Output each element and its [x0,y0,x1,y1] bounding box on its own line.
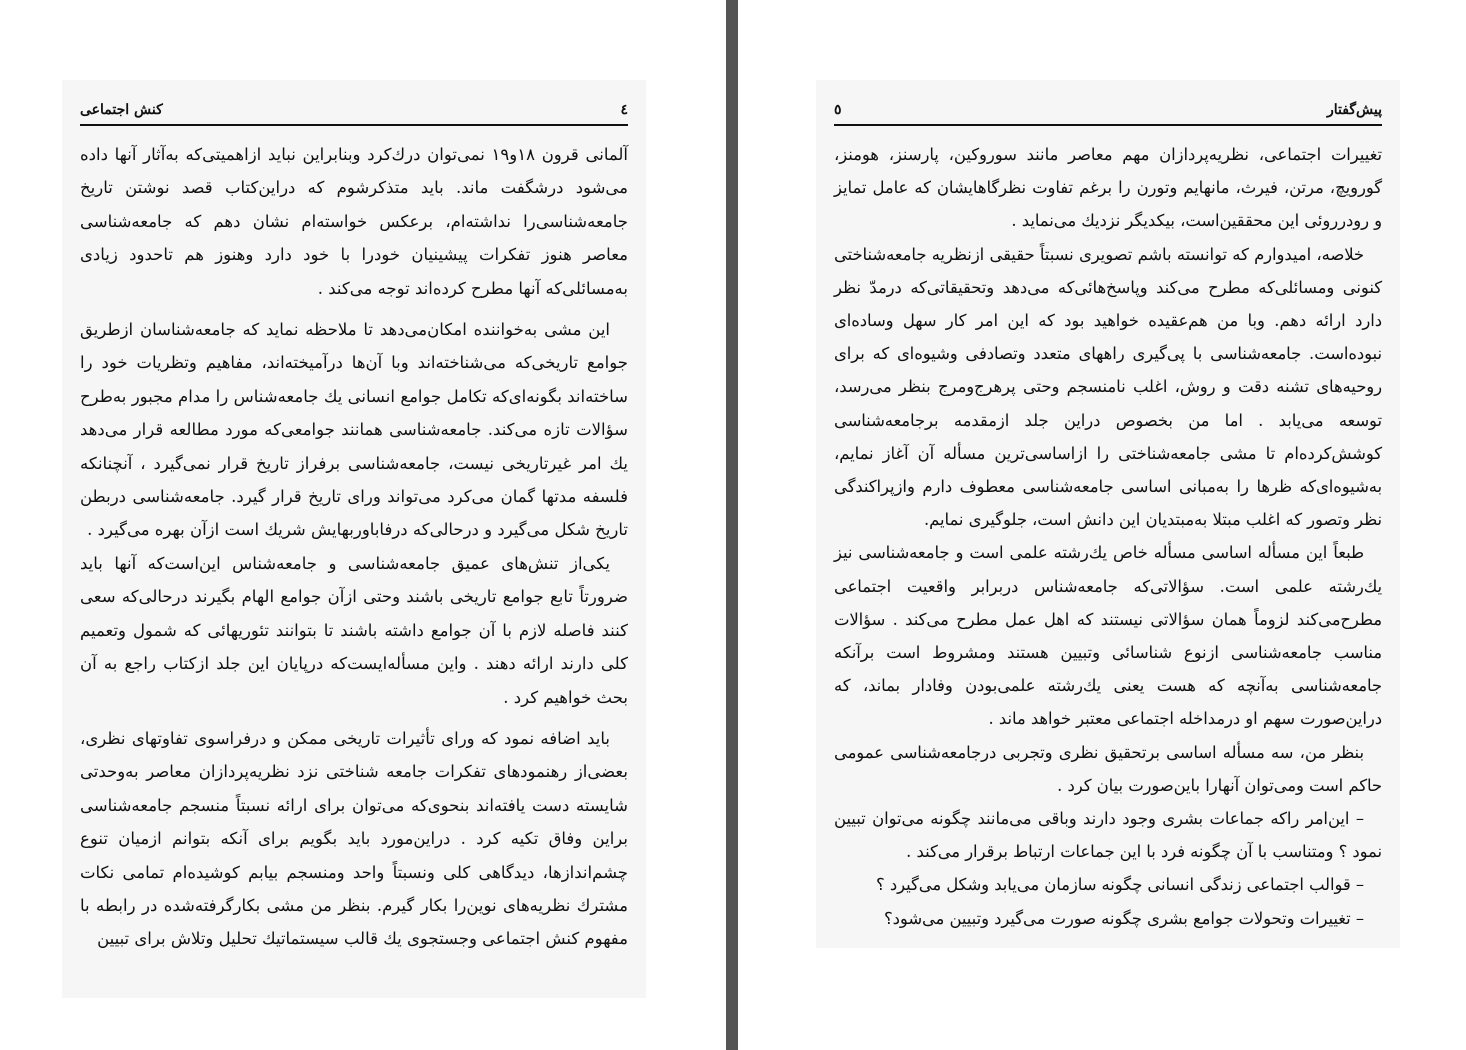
right-header-title: پیش‌گفتار [1327,102,1382,118]
left-header-rule [80,124,628,126]
left-paragraph-4: باید اضافه نمود که ورای تأثیرات تاریخی ممکن و درفراسوی تفاوتهای نظری، بعضی‌از رهنمودهای تفکرات جامعه شناختی نزد نظریه‌پردازان معاصر به‌وحدتی شایسته دست یافته‌اند بنحوی‌که می‌توان برای ارائه نسبتاً منسجم جامعه‌شناسی براین وفاق تکیه کرد . دراین‌مورد باید بگویم برای آنکه بتوانم ازمیان تنوع چشم‌اندازها، دیدگاهی کلی ونسبتاً واحد ومنسجم بیابم کوشیده‌ام تمامی نکات مشترك نظریه‌های نوین‌را بکار گیرم. بنظر من مشی بکارگرفته‌شده در رابطه با مفهوم کنش اجتماعی وجستجوی یك قالب سیستماتیك تحلیل وتلاش برای تبیین [80,728,628,949]
right-list-item-3: – تغییرات وتحولات جوامع بشری چگونه صورت می‌گیرد وتبیین می‌شود؟ [884,908,1364,928]
left-page [0,0,726,1050]
left-running-head [80,96,628,118]
left-page-text [80,138,628,956]
right-paragraph-1: تغییرات اجتماعی، نظریه‌پردازان مهم معاصر مانند سوروکین، پارسنز، هومنز، گورویچ، مرتن، فیرث، مانهایم وتورن را برغم تفاوت نظرگاهایشان که عامل تمایز و رودرروئی این محققین‌است، بیکدیگر نزدیك می‌نماید . [834,145,1382,231]
right-paragraph-4: بنظر من، سه مسأله اساسی برتحقیق نظری وتجربی درجامعه‌شناسی عمومی حاکم است ومی‌توان آنهارا باین‌صورت بیان کرد . [834,742,1382,795]
left-page-scan-area [62,80,646,998]
book-gutter [726,0,738,1050]
right-paragraph-2: خلاصه، امیدوارم که توانسته باشم تصویری نسبتاً حقیقی ازنظریه جامعه‌شناختی کنونی ومسائلی‌که مطرح می‌کند وپاسخ‌هائی‌که می‌دهد وتحقیقاتی‌که درمدّ نظر دارد ارائه دهم. وبا من هم‌عقیده خواهید بود که این امر کار سهل وساده‌ای نبوده‌است. جامعه‌شناسی با پی‌گیری راههای متعدد وتصادفی وشیوه‌ای که برای روحیه‌های تشنه دقت و روش، اغلب نامنسجم وحتی پرهرج‌ومرج بنظر می‌رسد، توسعه می‌یابد . اما من بخصوص دراین جلد ازمقدمه برجامعه‌شناسی کوشش‌کرده‌ام تا مشی جامعه‌شناختی را ازاساسی‌ترین مسأله آن آغاز نمایم، به‌شیوه‌ای‌که ظرها را به‌مبانی اساسی جامعه‌شناسی معطوف دارم وازپراکندگی نظر وتصور که اغلب مبتلا به‌مبتدیان این دانش است، جلوگیری نمایم. [834,244,1382,530]
right-list-item-1: – این‌امر راکه جماعات بشری وجود دارند وباقی می‌مانند چگونه می‌توان تبیین نمود ؟ ومتناسب با آن چگونه فرد با این جماعات ارتباط برقرار می‌کند . [834,809,1382,862]
right-header-rule [834,124,1382,126]
right-page-scan-area [816,80,1400,948]
left-paragraph-2: این مشی به‌خواننده امکان‌می‌دهد تا ملاحظه نماید که جامعه‌شناسان ازطریق جوامع تاریخی‌که می‌شناخته‌اند وبا آن‌ها درآمیخته‌اند، مفاهیم وتظریات خود را ساخته‌اند بگونه‌ای‌که تکامل جوامع انسانی یك جامعه‌شناس را مدام مجبور به‌طرح سؤالات تازه می‌کند. جامعه‌شناسی همانند جوامعی‌که مورد مطالعه قرار می‌دهد یك امر غیرتاریخی نیست، جامعه‌شناسی برفراز تاریخ قرار نمی‌گیرد ، آنچنانکه فلسفه مدتها گمان می‌کرد می‌تواند ورای تاریخ قرار گیرد. جامعه‌شناسی دربطن تاریخ شکل می‌گیرد و درحالی‌که درفاباوربهایش شریك است ازآن بهره می‌گیرد . [80,320,628,540]
left-paragraph-3: یکی‌از تنش‌های عمیق جامعه‌شناسی و جامعه‌شناس این‌است‌که آنها باید ضرورتاً تابع جوامع تاریخی باشند وحتی ازآن جوامع الهام بگیرند درحالی‌که سعی کنند فاصله لازم با آن جوامع داشته باشند تا بتوانند تئوریهائی که شمول وتعمیم کلی دارند ارائه دهند . واین مسأله‌ایست‌که درپایان این جلد ازکتاب راجع به آن بحث خواهیم کرد . [80,553,628,707]
left-header-title: کنش اجتماعی [80,102,163,118]
left-page-number: ٤ [620,102,628,118]
right-page [738,0,1466,1050]
right-list-item-2: – قوالب اجتماعی زندگی انسانی چگونه سازمان می‌یابد وشکل می‌گیرد ؟ [876,875,1364,895]
left-paragraph-1: آلمانی قرون ۱۸و۱۹ نمی‌توان درك‌كرد وبنابراین نباید ازاهمیتی‌كه به‌آثار آنها داده می‌شود درشگفت ماند. باید متذکرشوم که دراین‌کتاب قصد نوشتن تاریخ جامعه‌شناسی‌را نداشته‌ام، برعکس خواسته‌ام نشان دهم که جامعه‌شناسی معاصر هنوز تفکرات پیشینیان خودرا با خود دارد وهنوز هم تاحدود زیادی به‌مسائلی‌که آنها مطرح کرده‌اند توجه می‌کند . [80,145,628,298]
right-page-number: ٥ [834,102,842,118]
right-page-text [834,138,1382,935]
right-running-head [834,96,1382,118]
right-paragraph-3: طبعاً این مسأله اساسی مسأله خاص یك‌رشته علمی است و جامعه‌شناسی نیز یك‌رشته علمی است. سؤالاتی‌که جامعه‌شناس دربرابر واقعیت اجتماعی مطرح‌می‌کند لزوماً همان سؤالاتی نیستند که اهل عمل مطرح می‌کند . سؤالات مناسب جامعه‌شناسی ازنوع شناسائی وتبیین هستند ومشروط است برآنکه جامعه‌شناسی به‌آنچه که هست یعنی یك‌رشته علمی‌بودن وفادار بماند، که دراین‌صورت سهم او درمداخله اجتماعی معتبر خواهد ماند . [834,543,1382,729]
